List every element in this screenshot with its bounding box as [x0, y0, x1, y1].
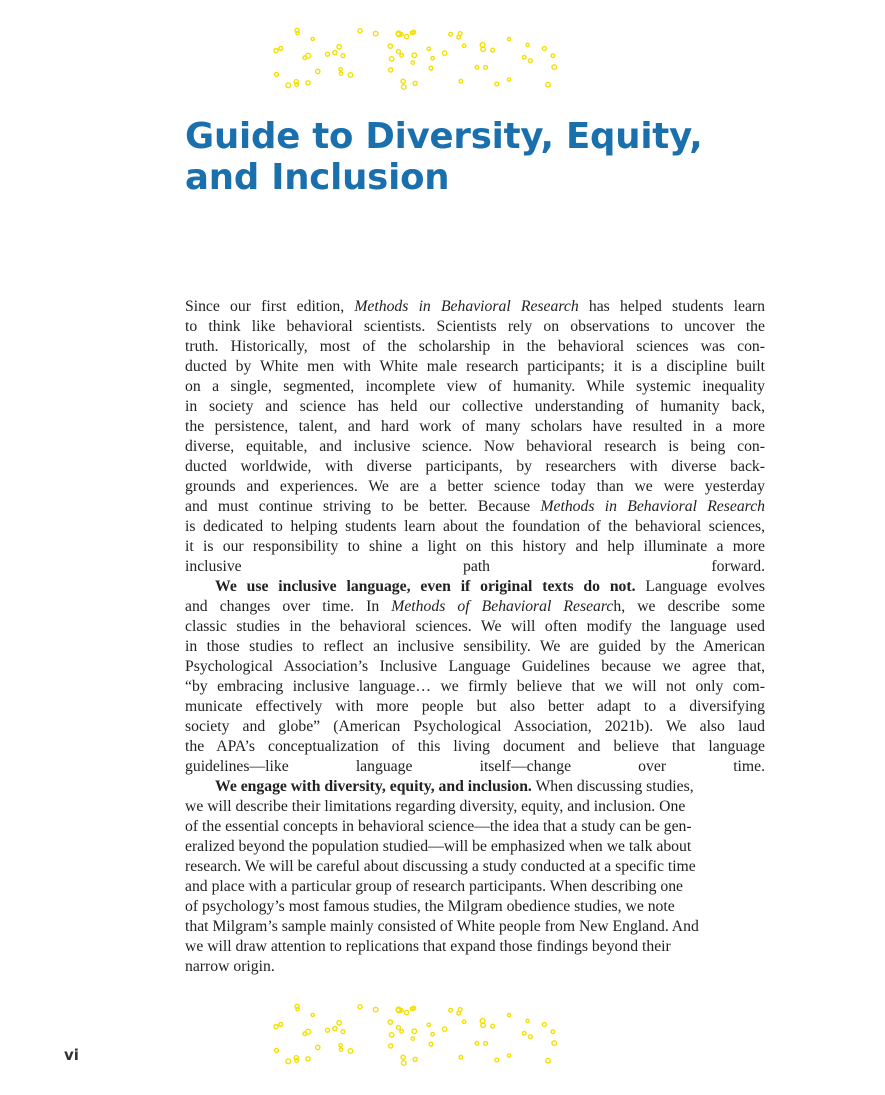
dot: [339, 68, 342, 71]
dot: [522, 1031, 526, 1035]
dot: [316, 1045, 320, 1049]
dot: [542, 47, 546, 51]
dot: [373, 31, 378, 36]
dot: [333, 51, 337, 55]
dot: [296, 31, 299, 34]
dot: [295, 1059, 299, 1063]
dot: [400, 54, 404, 58]
dot: [457, 1011, 461, 1015]
dot: [411, 61, 414, 64]
dot: [303, 56, 307, 60]
dot: [326, 1028, 330, 1032]
dot: [459, 79, 463, 83]
dot: [484, 1041, 488, 1045]
dot: [339, 1044, 342, 1047]
dot: [507, 78, 510, 81]
dot: [481, 1023, 486, 1028]
dot: [286, 1059, 291, 1064]
dot: [389, 68, 393, 72]
dot: [274, 1025, 278, 1029]
dot: [400, 1030, 404, 1034]
dot: [341, 1030, 345, 1034]
yellow-dot-pattern: [268, 26, 563, 92]
dot: [396, 1026, 400, 1030]
dot: [337, 1021, 341, 1025]
dot: [311, 1013, 314, 1016]
dot: [431, 1033, 434, 1036]
dot: [341, 54, 345, 58]
dot: [522, 55, 526, 59]
dot: [449, 1008, 453, 1012]
dot: [442, 51, 446, 55]
paragraph-text: We use inclusive language, even if original texts do not. Language evolves and changes over time. In Methods of Behavioral Research, we describe some classic studies in the behavioral sciences. We will often modify the language used in those studies to reflect an inclusive sensibility. We are guided by the American Psychological Association’s Inclusive Language Guidelines because we agree that, “by embracing inclusive language… we firmly believe that we will not only com- municate effectively with more people but also better adapt to a diversifying society and globe” (American Psychological Association, 2021b). We also laud the APA’s conceptualization of this living document and believe that language guidelines—like language itself—change over time.: [185, 578, 766, 775]
dot: [388, 1020, 392, 1024]
title-line-2: and Inclusion: [185, 157, 450, 198]
paragraph-text: We engage with diversity, equity, and inclusion. When discussing studies, we will describe their limitations regarding diversity, equity, and inclusion. One of the essential concepts in behavioral science—the idea that a study can be gen- eralized beyond the population studied—will be emphasized when we talk about research. We will be careful about discussing a study conducted at a specific time and place with a particular group of research participants. When describing one of psychology’s most famous studies, the Milgram obedience studies, we note that Milgram’s sample mainly consisted of White people from New England. And we will draw attention to replications that expand those findings beyond their narrow origin.: [185, 778, 699, 975]
dot: [286, 83, 291, 88]
dot: [358, 29, 362, 33]
dot: [475, 1042, 479, 1046]
dot: [427, 1023, 430, 1026]
dot: [339, 1048, 342, 1051]
dot: [459, 1055, 463, 1059]
paragraph: Since our first edition, Methods in Behavioral Research has helped students learn to think like behavioral scientists. Scientists rely on observations to uncover the truth. Historically, most of the scholarship in the behavioral sciences was con- ducted by White men with White male research participants; it is a discipline built on a single, segmented, incomplete view of humanity. While systemic inequality in society and science has held our collective understanding of humanity back, the persistence, talent, and hard work of many scholars have resulted in a more diverse, equitable, and inclusive science. Now behavioral research is being con- ducted worldwide, with diverse participants, by researchers with diverse back- grounds and experiences. We are a better science today than we were yesterday and must continue striving to be better. Because Methods in Behavioral Research is dedicated to helping students learn about the foundation of the behavioral sciences, it is our responsibility to shine a light on this history and help illuminate a more inclusive path forward.: [185, 298, 766, 575]
dot: [279, 47, 283, 51]
dot: [429, 1042, 433, 1046]
dot: [427, 47, 430, 50]
dot-pattern-top: [268, 26, 563, 92]
dot: [507, 1054, 510, 1057]
dot: [412, 1029, 417, 1034]
dot: [431, 57, 434, 60]
dot: [481, 47, 486, 52]
dot: [396, 50, 400, 54]
yellow-dot-pattern: [268, 1002, 563, 1068]
dot: [274, 1048, 278, 1052]
dot: [413, 1057, 417, 1061]
dot: [348, 73, 353, 78]
dot: [295, 83, 299, 87]
dot: [449, 32, 453, 36]
dot: [552, 65, 557, 70]
dot: [412, 53, 417, 58]
dot: [306, 1057, 310, 1061]
dot: [274, 49, 278, 53]
paragraph: [185, 577, 765, 777]
dot-pattern-bottom: [268, 1002, 563, 1068]
dot: [495, 82, 499, 86]
dot: [326, 52, 330, 56]
dot: [274, 72, 278, 76]
dot: [401, 1055, 405, 1059]
page-title: [185, 116, 745, 198]
dot: [495, 1058, 499, 1062]
dot: [279, 1023, 283, 1027]
dot: [507, 1014, 510, 1017]
dot: [316, 69, 320, 73]
dot: [333, 1027, 337, 1031]
dot: [339, 72, 342, 75]
dot: [491, 1024, 495, 1028]
dot: [542, 1023, 546, 1027]
body-text: [185, 297, 765, 977]
dot: [526, 43, 529, 46]
dot: [462, 44, 465, 47]
dot: [405, 34, 409, 38]
dot: [389, 1033, 393, 1037]
dot: [529, 1035, 533, 1039]
dot: [358, 1005, 362, 1009]
dot: [311, 37, 314, 40]
dot: [491, 48, 495, 52]
dot: [348, 1049, 353, 1054]
dot: [405, 1010, 409, 1014]
dot: [337, 45, 341, 49]
title-line-1: Guide to Diversity, Equity,: [185, 116, 703, 157]
dot: [401, 85, 406, 90]
dot: [551, 1030, 555, 1034]
dot: [546, 1058, 551, 1063]
dot: [401, 79, 405, 83]
dot: [411, 1037, 414, 1040]
dot: [442, 1027, 446, 1031]
dot: [526, 1019, 529, 1022]
dot: [552, 1041, 557, 1046]
page-number: vi: [64, 1046, 79, 1064]
dot: [389, 1044, 393, 1048]
paragraph: [185, 777, 765, 977]
dot: [507, 38, 510, 41]
dot: [462, 1020, 465, 1023]
dot: [546, 82, 551, 87]
dot: [413, 81, 417, 85]
dot: [373, 1007, 378, 1012]
dot: [306, 81, 310, 85]
dot: [484, 65, 488, 69]
dot: [388, 44, 392, 48]
dot: [303, 1032, 307, 1036]
dot: [389, 57, 393, 61]
dot: [429, 66, 433, 70]
dot: [401, 1061, 406, 1066]
dot: [475, 66, 479, 70]
dot: [551, 54, 555, 58]
dot: [296, 1007, 299, 1010]
dot: [529, 59, 533, 63]
dot: [457, 35, 461, 39]
